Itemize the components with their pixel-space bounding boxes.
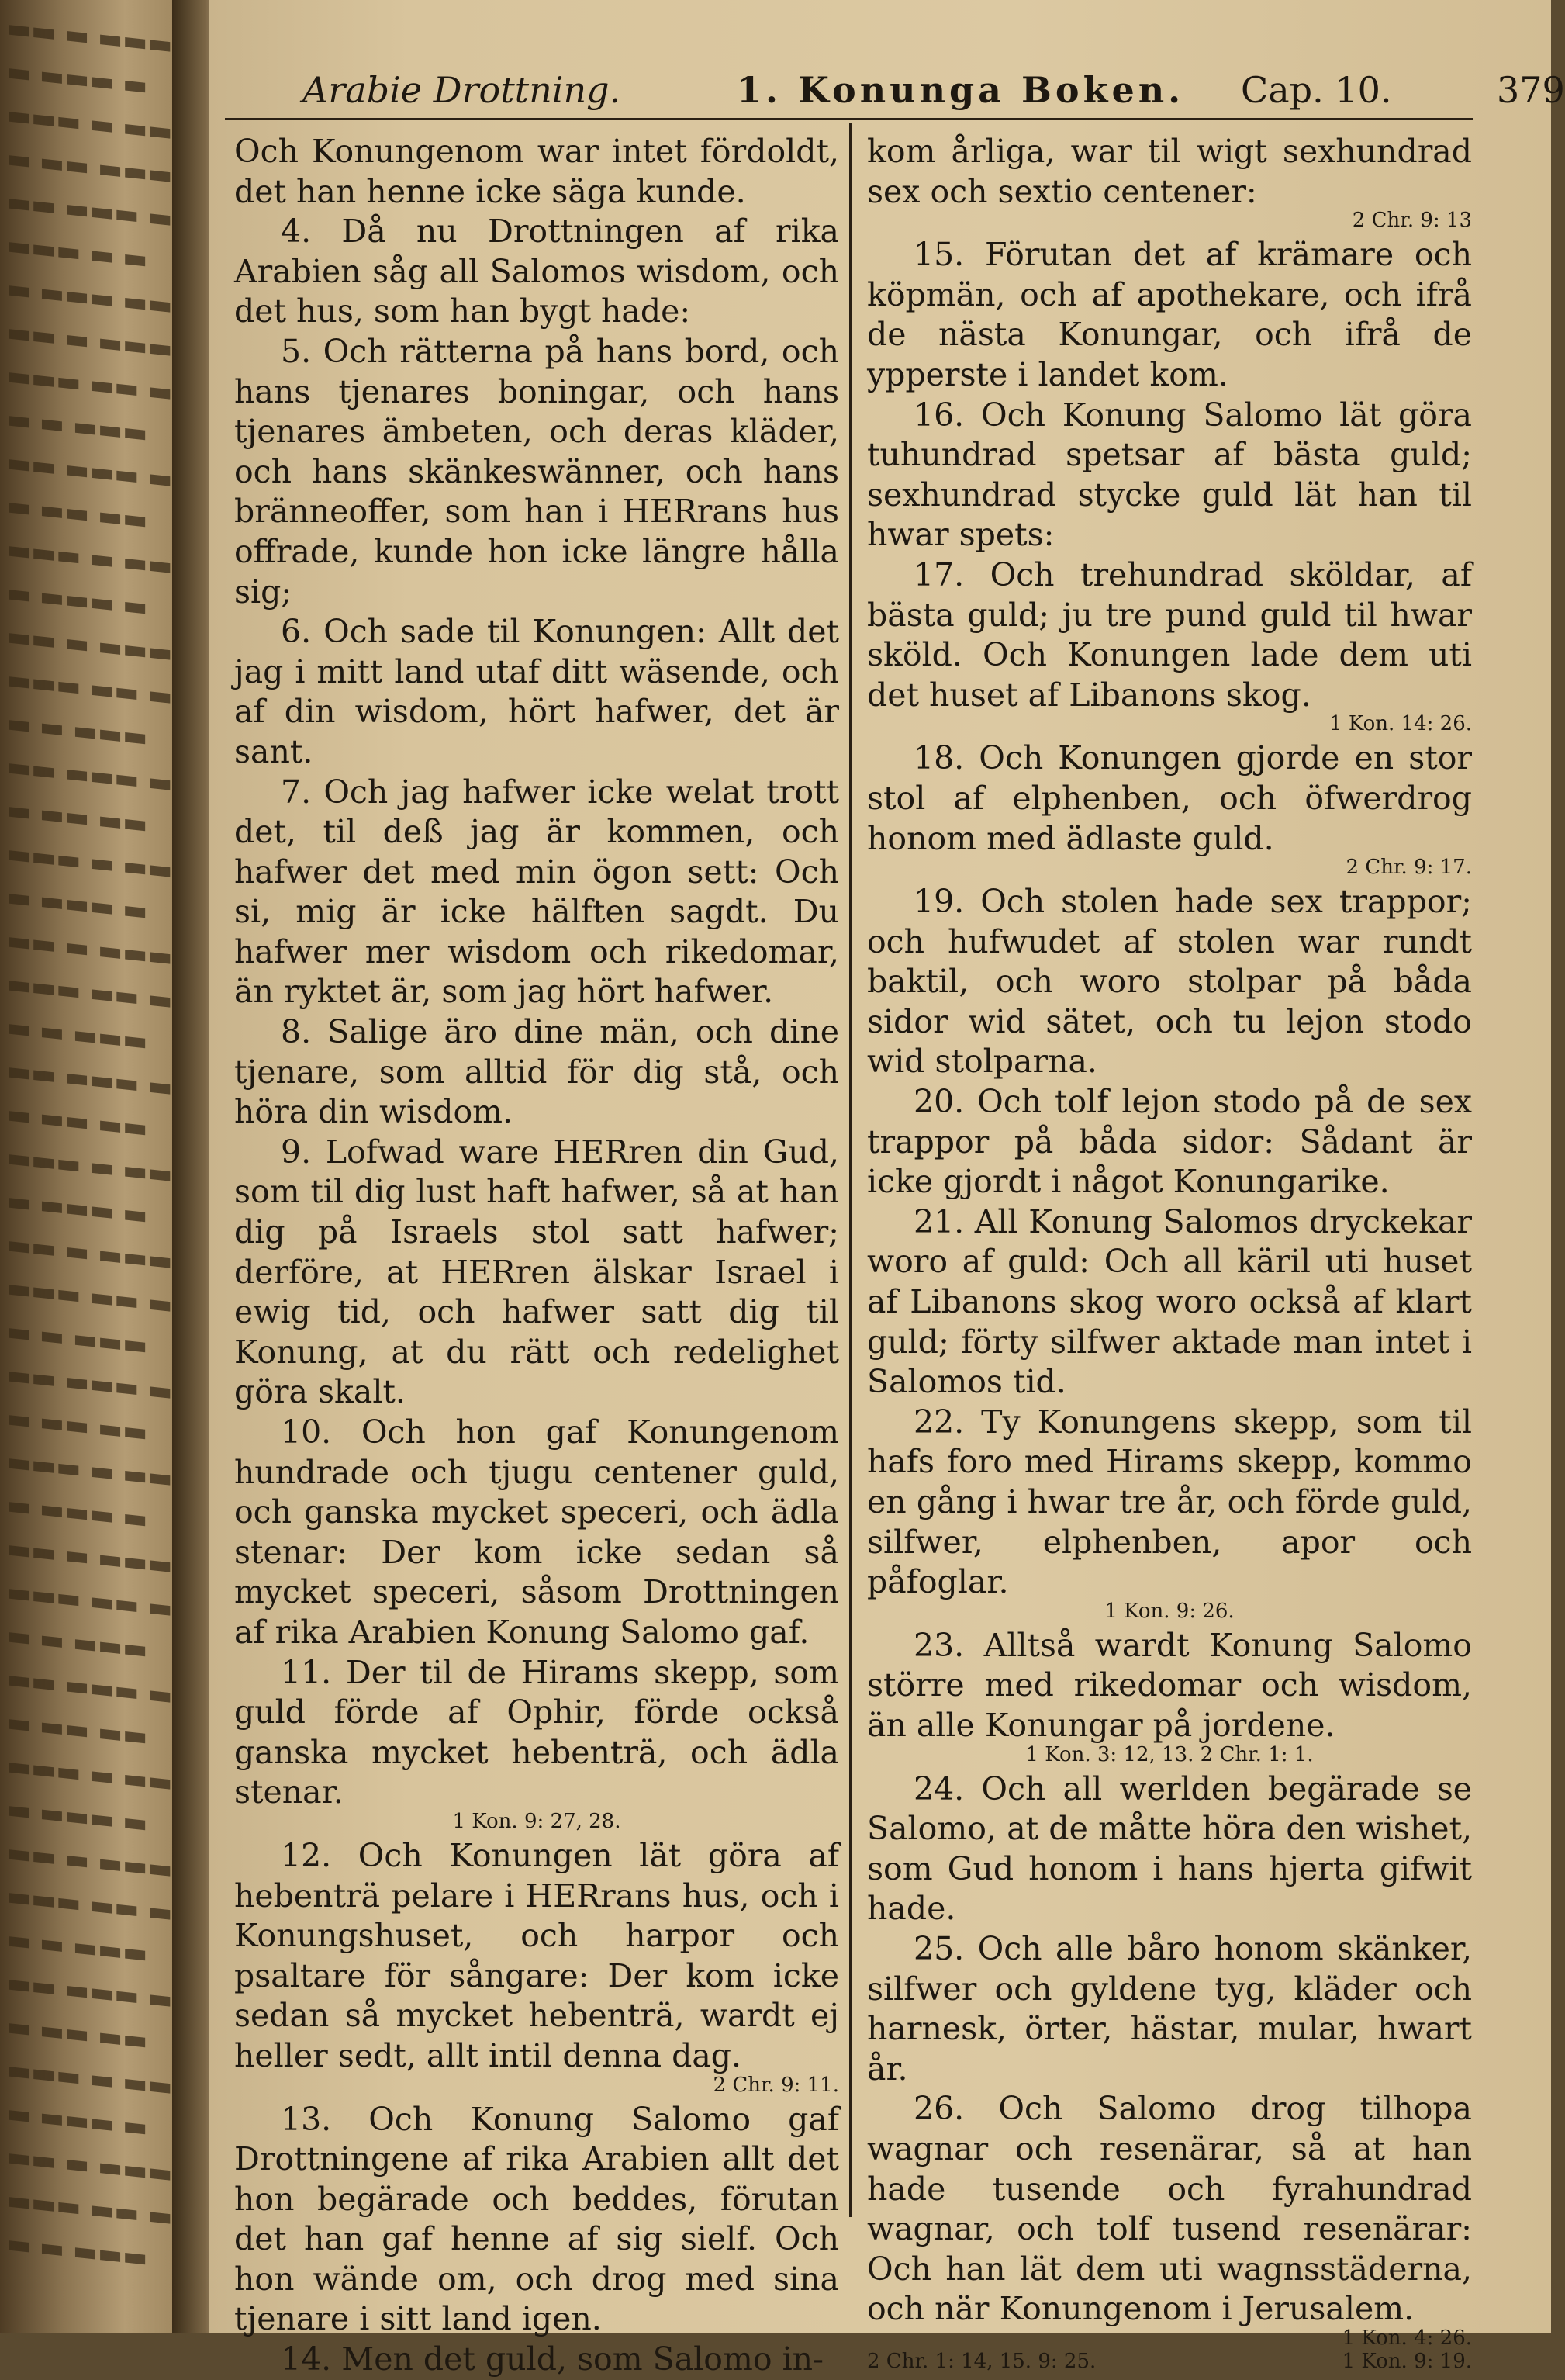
column-divider	[849, 123, 852, 2217]
verse-paragraph: kom årliga, war til wigt sexhundrad sex och sextio centener:	[867, 133, 1472, 210]
verse-paragraph: 7. Och jag hafwer icke welat trott det, til deß jag är kommen, och hafwer det med min ögon sett: Och si, mig är icke hälften sagdt. Du hafwer mer wisdom och rikedomar, än ryktet är, som jag hört hafwer.	[234, 773, 839, 1011]
page-number: 379	[1497, 69, 1565, 111]
right-column	[867, 132, 1472, 2376]
verse-paragraph: 23. Alltså wardt Konung Salomo större med rikedomar och wisdom, än alle Konungar på jordene.	[867, 1626, 1472, 1744]
cross-reference: 1 Kon. 14: 26.	[1329, 712, 1472, 736]
verse-paragraph: 8. Salige äro dine män, och dine tjenare, som alltid för dig stå, och höra din wisdom.	[234, 1013, 839, 1131]
header-left-title: Arabie Drottning.	[302, 69, 621, 111]
header-rule	[225, 118, 1473, 120]
cross-reference: 1 Kon. 9: 27, 28.	[452, 1809, 621, 1833]
verse-paragraph: Och Konungenom war intet fördoldt, det han henne icke säga kunde.	[234, 133, 839, 210]
previous-page-edge	[0, 0, 178, 2333]
verse-paragraph: 9. Lofwad ware HERren din Gud, som til dig lust haft hafwer, så at han dig på Israels stol satt hafwer; derföre, at HERren älskar Israel i ewig tid, och hafwer satt dig til Konung, at du rätt och redelighet göra skalt.	[234, 1133, 839, 1411]
verse-paragraph: 4. Då nu Drottningen af rika Arabien såg all Salomos wisdom, och det hus, som han bygt hade:	[234, 213, 839, 330]
verse-paragraph: 19. Och stolen hade sex trappor; och hufwudet af stolen war rundt baktil, och woro stolpar på båda sidor wid sätet, och tu lejon stodo wid stolparna.	[867, 883, 1472, 1081]
cross-reference: 2 Chr. 9: 17.	[1346, 856, 1472, 880]
cross-reference: 1 Kon. 4: 26.	[1342, 2326, 1472, 2350]
header-book-title: 1. Konunga Boken.	[737, 69, 1185, 111]
verse-paragraph: 15. Förutan det af krämare och köpmän, och af apothekare, och ifrå de nästa Konungar, och ifrå de ypperste i landet kom.	[867, 236, 1472, 393]
verse-paragraph: 6. Och sade til Konungen: Allt det jag i mitt land utaf ditt wäsende, och af din wisdom, hört hafwer, det är sant.	[234, 613, 839, 770]
verse-paragraph: 20. Och tolf lejon stodo på de sex trappor på båda sidor: Sådant är icke gjordt i något Konungarike.	[867, 1083, 1472, 1201]
verse-paragraph: 11. Der til de Hirams skepp, som guld förde af Ophir, förde också ganska mycket hebenträ, och ädla stenar.	[234, 1653, 839, 1811]
verse-paragraph: 24. Och all werlden begärade se Salomo, at de måtte höra den wishet, som Gud honom i hans hjerta gifwit hade.	[867, 1769, 1472, 1928]
running-header	[302, 67, 1565, 113]
cross-reference: 2 Chr. 1: 14, 15. 9: 25.	[867, 2349, 1097, 2373]
cross-reference: 1 Kon. 9: 26.	[1104, 1599, 1235, 1623]
verse-paragraph: 5. Och rätterna på hans bord, och hans tjenares boningar, och hans tjenares ämbeten, och deras kläder, och hans skänkeswänner, och hans bränneoffer, som han i HERrans hus offrade, kunde hon icke längre hålla sig;	[234, 332, 839, 611]
cross-reference-row	[867, 2348, 1472, 2375]
cross-reference: 1 Kon. 9: 19.	[1342, 2349, 1472, 2373]
verse-paragraph: 21. All Konung Salomos dryckekar woro af guld: Och all käril uti huset af Libanons skog woro också af klart guld; förty silfwer aktade man intet i Salomos tid.	[867, 1202, 1472, 1401]
cross-reference: 1 Kon. 3: 12, 13. 2 Chr. 1: 1.	[1025, 1742, 1314, 1766]
cross-reference: 2 Chr. 9: 11.	[713, 2073, 839, 2097]
verse-paragraph: 17. Och trehundrad sköldar, af bästa guld; ju tre pund guld til hwar sköld. Och Konungen lade dem uti det huset af Libanons skog.	[867, 555, 1472, 714]
book-page	[209, 0, 1565, 2378]
bleed-through-texture: ▬▬ ▬ ▬▬▬ ▬ ▬▬▬ ▬ ▬▬▬ ▬ ▬▬ ▬ ▬▬ ▬▬▬ ▬▬ ▬▬▬ ▬ ▬▬▬ ▬ ▬ ▬ ▬▬▬ ▬▬ ▬▬ ▬ ▬▬▬ ▬▬▬ ▬▬ ▬ ▬ ▬ ▬▬▬ ▬▬ ▬▬▬ ▬ ▬ ▬▬ ▬▬ ▬▬▬ ▬ ▬▬ ▬ ▬▬▬ ▬ ▬▬ ▬ ▬▬▬ ▬▬▬ ▬▬ ▬ ▬ ▬ ▬▬▬ ▬▬ ▬▬▬ ▬ ▬ ▬▬ ▬▬ ▬▬▬ ▬ ▬▬ ▬ ▬▬▬ ▬ ▬▬ ▬ ▬▬▬ ▬▬▬ ▬▬ ▬ ▬ ▬ ▬▬▬ ▬▬ ▬▬▬ ▬ ▬ ▬▬ ▬▬ ▬▬▬ ▬ ▬▬ ▬ ▬▬▬ ▬ ▬▬ ▬ ▬▬▬ ▬▬▬ ▬▬ ▬ ▬ ▬ ▬▬▬ ▬▬ ▬▬▬ ▬ ▬ ▬▬ ▬▬ ▬▬▬ ▬ ▬▬ ▬ ▬▬▬ ▬ ▬▬ ▬ ▬▬▬ ▬▬▬ ▬▬ ▬ ▬ ▬ ▬▬▬ ▬▬ ▬▬▬ ▬ ▬ ▬▬ ▬▬ ▬▬▬ ▬ ▬▬ ▬ ▬▬▬ ▬ ▬▬ ▬ ▬▬▬ ▬▬▬ ▬▬ ▬ ▬ ▬ ▬▬▬ ▬▬ ▬▬▬ ▬ ▬ ▬▬ ▬▬ ▬▬▬ ▬ ▬▬ ▬ ▬▬▬ ▬ ▬▬ ▬ ▬▬▬ ▬▬▬ ▬▬ ▬ ▬ ▬ ▬▬▬	[6, 12, 173, 2274]
left-column	[234, 132, 839, 2380]
verse-paragraph: 25. Och alle båro honom skänker, silfwer och gyldene tyg, kläder och harnesk, örter, hästar, mular, hwart år.	[867, 1929, 1472, 2088]
verse-paragraph: 16. Och Konung Salomo lät göra tuhundrad spetsar af bästa guld; sexhundrad stycke guld lät han til hwar spets:	[867, 396, 1472, 554]
verse-paragraph: 14. Men det guld, som Salomo in-	[281, 2340, 824, 2378]
verse-paragraph: 12. Och Konungen lät göra af hebenträ pelare i HERrans hus, och i Konungshuset, och harpor och psaltare för sångare: Der kom icke sedan så mycket hebenträ, wardt ej heller sedt, allt intil denna dag.	[234, 1836, 839, 2074]
header-chapter: Cap. 10.	[1241, 69, 1392, 111]
verse-paragraph: 22. Ty Konungens skepp, som til hafs foro med Hirams skepp, kommo en gång i hwar tre år, och förde guld, silfwer, elphenben, apor och påfoglar.	[867, 1403, 1472, 1601]
verse-paragraph: 18. Och Konungen gjorde en stor stol af elphenben, och öfwerdrog honom med ädlaste guld.	[867, 739, 1472, 857]
verse-paragraph: 13. Och Konung Salomo gaf Drottningene af rika Arabien allt det hon begärade och beddes, förutan det han gaf henne af sig sielf. Och hon wände om, och drog med sina tjenare i sitt land igen.	[234, 2100, 839, 2338]
cross-reference: 2 Chr. 9: 13	[1352, 209, 1472, 233]
verse-paragraph: 26. Och Salomo drog tilhopa wagnar och resenärar, så at han hade tusende och fyrahundrad wagnar, och tolf tusend resenärar: Och han lät dem uti wagnsstäderna, och när Konungenom i Jerusalem.	[867, 2090, 1472, 2328]
verse-paragraph: 10. Och hon gaf Konungenom hundrade och tjugu centener guld, och ganska mycket speceri, och ädla stenar: Der kom icke sedan så mycket speceri, såsom Drottningen af rika Arabien Konung Salomo gaf.	[234, 1413, 839, 1651]
